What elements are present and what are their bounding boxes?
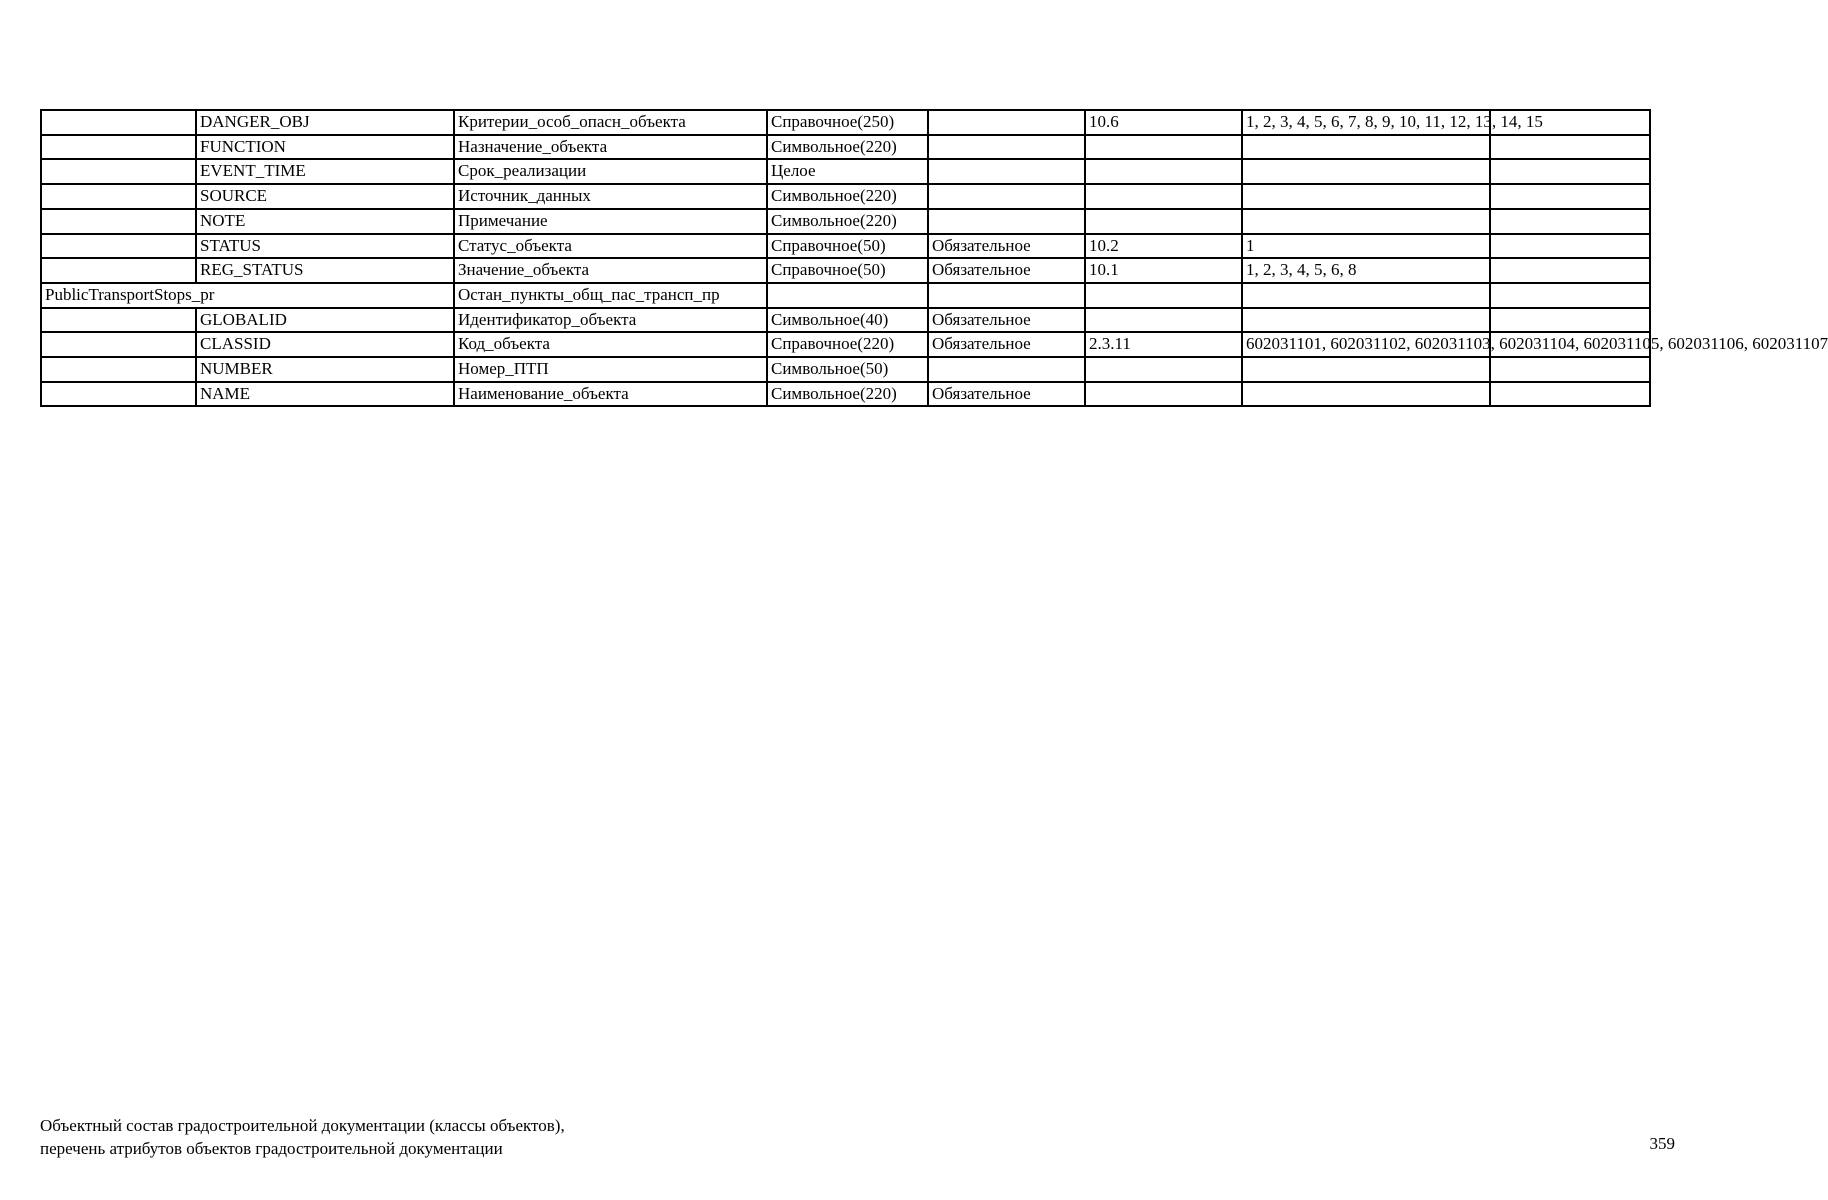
attribute-name-cell: REG_STATUS: [196, 258, 454, 283]
table-row: [41, 332, 1650, 357]
attribute-type-cell: Символьное(40): [767, 308, 928, 333]
footer-line-2: перечень атрибутов объектов градостроительной документации: [40, 1138, 503, 1158]
attribute-name-cell: GLOBALID: [196, 308, 454, 333]
requirement-cell: [928, 283, 1085, 308]
requirement-cell: [928, 159, 1085, 184]
attribute-name-cell: NUMBER: [196, 357, 454, 382]
table-row: [41, 258, 1650, 283]
attribute-alias-cell: Остан_пункты_общ_пас_трансп_пр: [454, 283, 767, 308]
note-cell: [1490, 283, 1650, 308]
class-name-cell: [41, 258, 196, 283]
requirement-cell: Обязательное: [928, 258, 1085, 283]
requirement-cell: [928, 110, 1085, 135]
reference-cell: 10.6: [1085, 110, 1242, 135]
class-name-cell: [41, 234, 196, 259]
requirement-cell: Обязательное: [928, 308, 1085, 333]
attribute-type-cell: Справочное(250): [767, 110, 928, 135]
attribute-name-cell: SOURCE: [196, 184, 454, 209]
attribute-name-cell: DANGER_OBJ: [196, 110, 454, 135]
table-row: [41, 308, 1650, 333]
attribute-alias-cell: Примечание: [454, 209, 767, 234]
allowed-values-cell: 1, 2, 3, 4, 5, 6, 7, 8, 9, 10, 11, 12, 13, 14, 15: [1242, 110, 1490, 135]
table-row: [41, 110, 1650, 135]
attribute-type-cell: Символьное(220): [767, 184, 928, 209]
note-cell: [1490, 135, 1650, 160]
requirement-cell: [928, 184, 1085, 209]
allowed-values-cell: [1242, 308, 1490, 333]
reference-cell: [1085, 357, 1242, 382]
reference-cell: [1085, 159, 1242, 184]
footer-line-1: Объектный состав градостроительной документации (классы объектов),: [40, 1116, 565, 1135]
attribute-name-cell: EVENT_TIME: [196, 159, 454, 184]
allowed-values-cell: [1242, 357, 1490, 382]
allowed-values-cell: 1: [1242, 234, 1490, 259]
note-cell: [1490, 382, 1650, 407]
class-name-cell: [41, 110, 196, 135]
attribute-name-cell: STATUS: [196, 234, 454, 259]
allowed-values-cell: [1242, 283, 1490, 308]
allowed-values-cell: 1, 2, 3, 4, 5, 6, 8: [1242, 258, 1490, 283]
class-name-cell: [41, 332, 196, 357]
reference-cell: 10.2: [1085, 234, 1242, 259]
requirement-cell: [928, 209, 1085, 234]
allowed-values-cell: [1242, 209, 1490, 234]
attribute-type-cell: [767, 283, 928, 308]
reference-cell: [1085, 135, 1242, 160]
attribute-type-cell: Символьное(50): [767, 357, 928, 382]
requirement-cell: Обязательное: [928, 382, 1085, 407]
attribute-type-cell: Целое: [767, 159, 928, 184]
reference-cell: [1085, 382, 1242, 407]
attribute-type-cell: Справочное(50): [767, 258, 928, 283]
note-cell: [1490, 159, 1650, 184]
attribute-alias-cell: Наименование_объекта: [454, 382, 767, 407]
attribute-type-cell: Символьное(220): [767, 135, 928, 160]
allowed-values-cell: [1242, 184, 1490, 209]
attribute-alias-cell: Идентификатор_объекта: [454, 308, 767, 333]
attribute-alias-cell: Код_объекта: [454, 332, 767, 357]
class-name-cell: [41, 382, 196, 407]
table-row: [41, 234, 1650, 259]
table-row: [41, 357, 1650, 382]
note-cell: [1490, 234, 1650, 259]
note-cell: [1490, 184, 1650, 209]
attribute-type-cell: Справочное(50): [767, 234, 928, 259]
attribute-alias-cell: Критерии_особ_опасн_объекта: [454, 110, 767, 135]
document-footer-caption: [40, 1115, 565, 1160]
attribute-alias-cell: Назначение_объекта: [454, 135, 767, 160]
note-cell: [1490, 209, 1650, 234]
attribute-name-cell: NOTE: [196, 209, 454, 234]
class-name-cell: [41, 308, 196, 333]
requirement-cell: [928, 357, 1085, 382]
class-name-cell: [41, 184, 196, 209]
note-cell: [1490, 258, 1650, 283]
class-name-cell: [41, 159, 196, 184]
attribute-name-cell: NAME: [196, 382, 454, 407]
attribute-name-cell: FUNCTION: [196, 135, 454, 160]
attribute-alias-cell: Срок_реализации: [454, 159, 767, 184]
class-name-cell: [41, 135, 196, 160]
requirement-cell: [928, 135, 1085, 160]
allowed-values-cell: 602031101, 602031102, 602031103, 602031104, 602031105, 602031106, 602031107: [1242, 332, 1490, 357]
note-cell: [1490, 357, 1650, 382]
note-cell: [1490, 308, 1650, 333]
table-row: [41, 283, 1650, 308]
attribute-name-cell: CLASSID: [196, 332, 454, 357]
attribute-alias-cell: Значение_объекта: [454, 258, 767, 283]
reference-cell: [1085, 308, 1242, 333]
class-name-cell: [41, 209, 196, 234]
table-row: [41, 184, 1650, 209]
requirement-cell: Обязательное: [928, 234, 1085, 259]
reference-cell: 2.3.11: [1085, 332, 1242, 357]
table-row: [41, 135, 1650, 160]
attribute-type-cell: Символьное(220): [767, 209, 928, 234]
attribute-alias-cell: Номер_ПТП: [454, 357, 767, 382]
requirement-cell: Обязательное: [928, 332, 1085, 357]
attribute-type-cell: Символьное(220): [767, 382, 928, 407]
allowed-values-cell: [1242, 382, 1490, 407]
reference-cell: [1085, 283, 1242, 308]
reference-cell: 10.1: [1085, 258, 1242, 283]
allowed-values-cell: [1242, 135, 1490, 160]
attribute-type-cell: Справочное(220): [767, 332, 928, 357]
reference-cell: [1085, 209, 1242, 234]
attribute-alias-cell: Источник_данных: [454, 184, 767, 209]
reference-cell: [1085, 184, 1242, 209]
table-row: [41, 159, 1650, 184]
allowed-values-cell: [1242, 159, 1490, 184]
attribute-alias-cell: Статус_объекта: [454, 234, 767, 259]
table-row: [41, 209, 1650, 234]
class-name-cell: PublicTransportStops_pr: [41, 283, 454, 308]
table-row: [41, 382, 1650, 407]
page-number: 359: [1649, 1134, 1675, 1153]
attribute-table: [40, 109, 1828, 407]
class-name-cell: [41, 357, 196, 382]
